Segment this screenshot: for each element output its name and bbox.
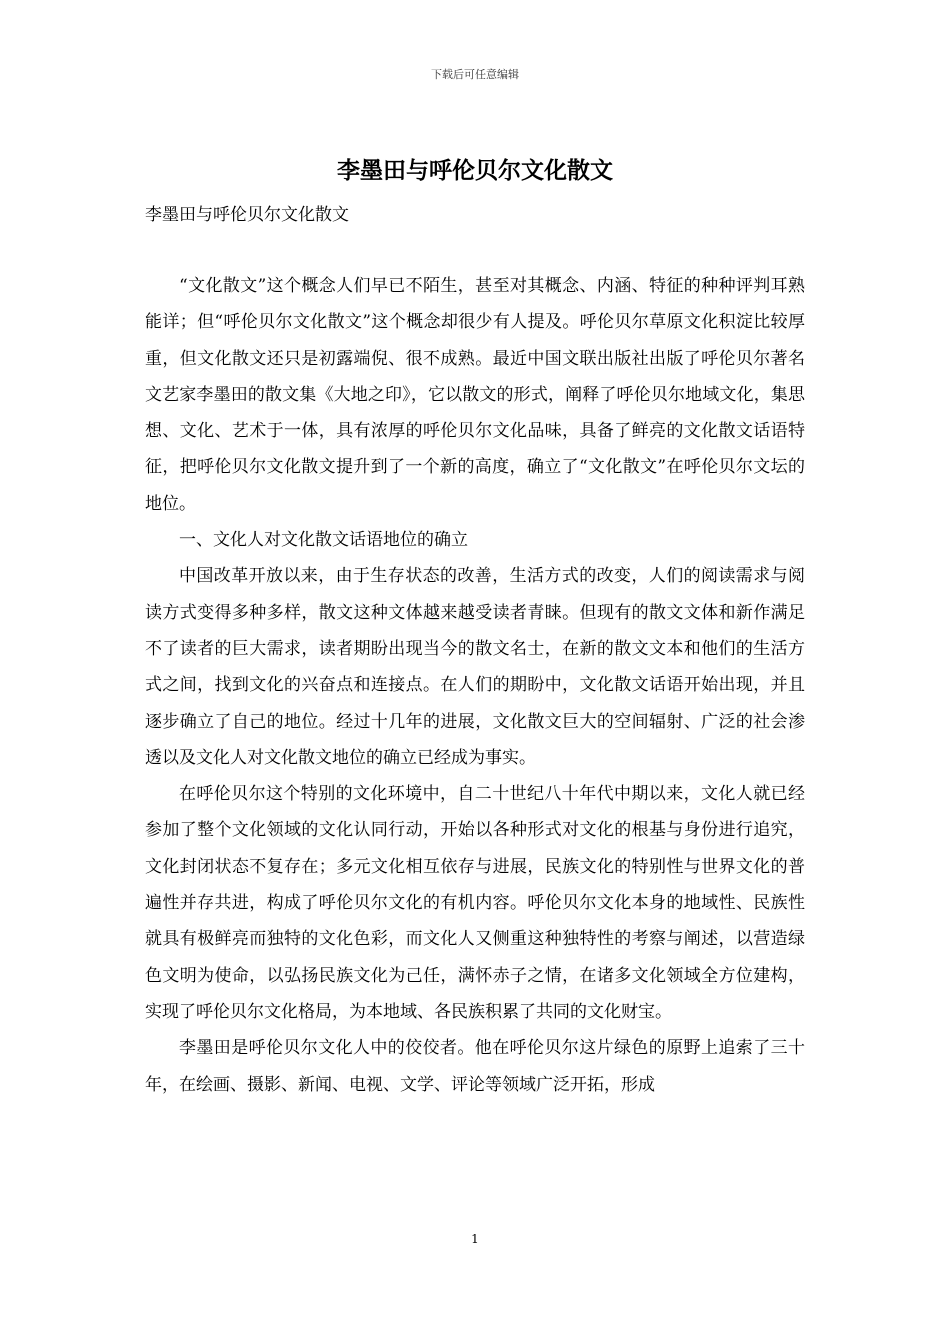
document-subtitle: 李墨田与呼伦贝尔文化散文 — [145, 205, 349, 225]
paragraph: 中国改革开放以来，由于生存状态的改善，生活方式的改变，人们的阅读需求与阅读方式变得多种多样，散文这种文体越来越受读者青睐。但现有的散文文体和新作满足不了读者的巨大需求，读者期盼出现当今的散文名士，在新的散文文本和他们的生活方式之间，找到文化的兴奋点和连接点。在人们的期盼中，文化散文话语开始出现，并且逐步确立了自己的地位。经过十几年的进展，文化散文巨大的空间辐射、广泛的社会渗透以及文化人对文化散文地位的确立已经成为事实。 — [145, 566, 805, 768]
document-body — [145, 268, 805, 1103]
header-note: 下载后可任意编辑 — [431, 68, 519, 81]
document-title: 李墨田与呼伦贝尔文化散文 — [337, 157, 613, 184]
paragraph: 在呼伦贝尔这个特别的文化环境中，自二十世纪八十年代中期以来，文化人就已经参加了整个文化领域的文化认同行动，开始以各种形式对文化的根基与身份进行追究，文化封闭状态不复存在；多元文化相互依存与进展，民族文化的特别性与世界文化的普遍性并存共进，构成了呼伦贝尔文化的有机内容。呼伦贝尔文化本身的地域性、民族性就具有极鲜亮而独特的文化色彩，而文化人又侧重这种独特性的考察与阐述，以营造绿色文明为使命，以弘扬民族文化为己任，满怀赤子之情，在诸多文化领域全方位建构，实现了呼伦贝尔文化格局，为本地域、各民族积累了共同的文化财宝。 — [145, 784, 805, 1022]
paragraph: “文化散文”这个概念人们早已不陌生，甚至对其概念、内涵、特征的种种评判耳熟能详；但“呼伦贝尔文化散文”这个概念却很少有人提及。呼伦贝尔草原文化积淀比较厚重，但文化散文还只是初露端倪、很不成熟。最近中国文联出版社出版了呼伦贝尔著名文艺家李墨田的散文集《大地之印》，它以散文的形式，阐释了呼伦贝尔地域文化，集思想、文化、艺术于一体，具有浓厚的呼伦贝尔文化品味，具备了鲜亮的文化散文话语特征，把呼伦贝尔文化散文提升到了一个新的高度，确立了“文化散文”在呼伦贝尔文坛的地位。 — [145, 276, 805, 514]
page-number: 1 — [471, 1232, 479, 1246]
section-heading: 一、文化人对文化散文话语地位的确立 — [179, 530, 468, 551]
paragraph: 李墨田是呼伦贝尔文化人中的佼佼者。他在呼伦贝尔这片绿色的原野上追索了三十年，在绘画、摄影、新闻、电视、文学、评论等领域广泛开拓，形成 — [145, 1038, 805, 1095]
